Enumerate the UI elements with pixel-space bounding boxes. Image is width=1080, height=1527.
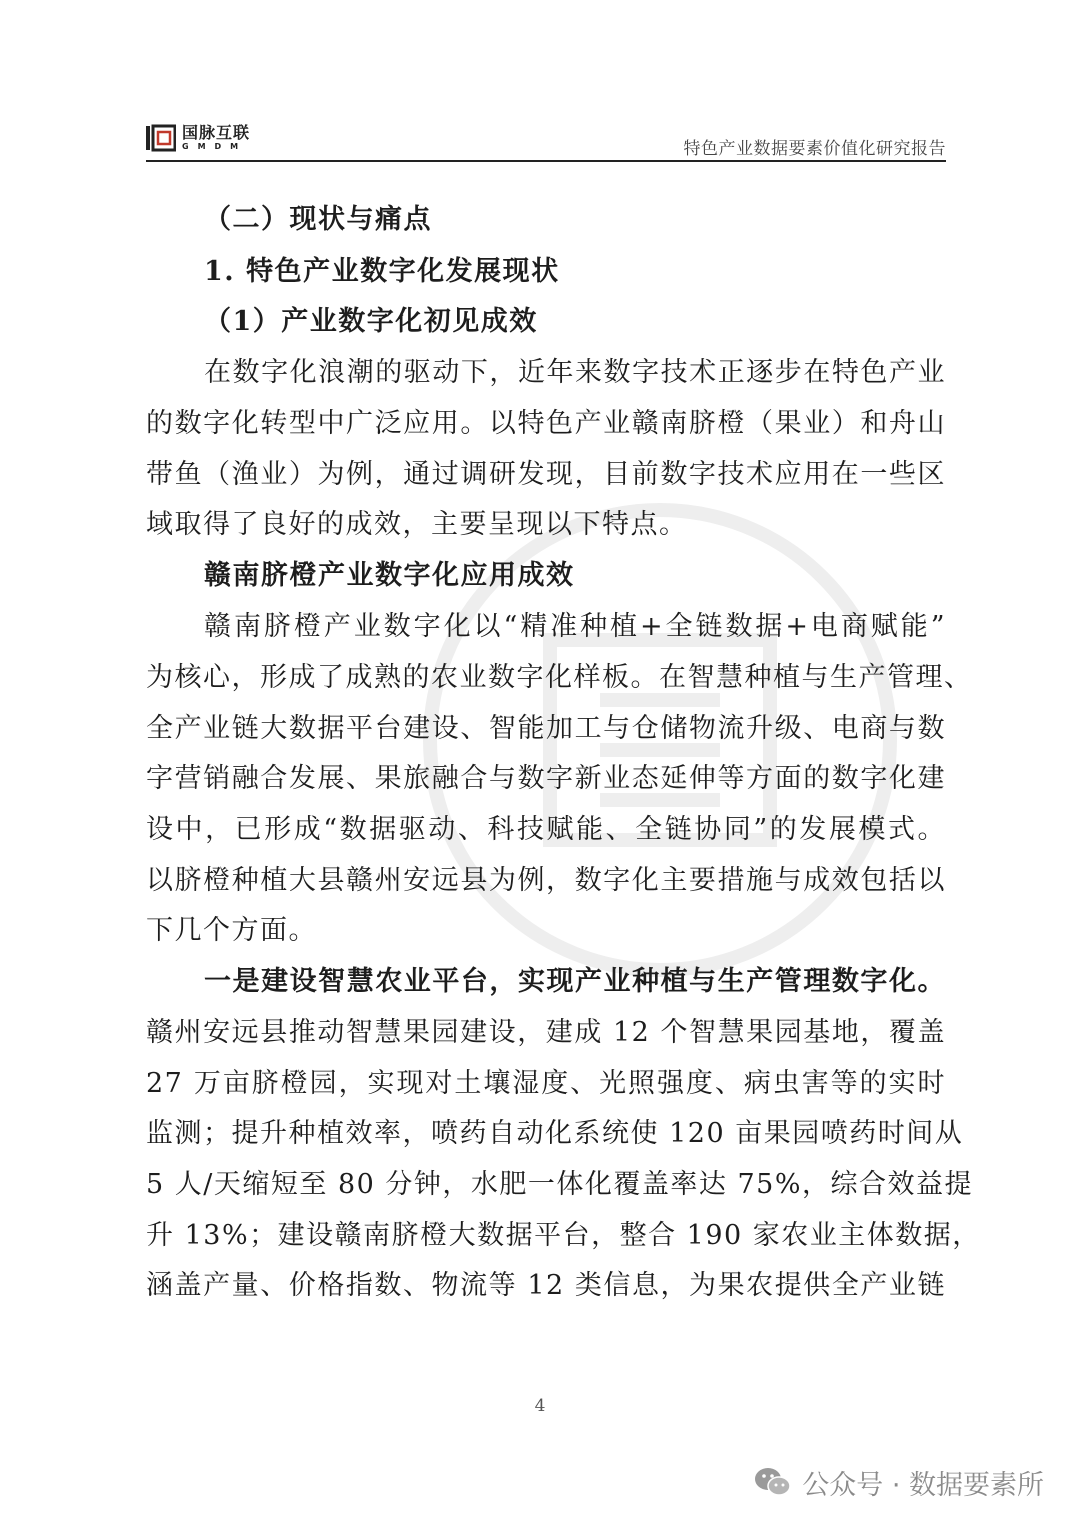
paragraph-line: 字营销融合发展、果旅融合与数字新业态延伸等方面的数字化建 [146,763,946,794]
paragraph-line: 下几个方面。 [146,915,317,946]
report-title: 特色产业数据要素价值化研究报告 [683,139,946,159]
paragraph-line: 全产业链大数据平台建设、智能加工与仓储物流升级、电商与数 [146,713,946,744]
paragraph-line: 以脐橙种植大县赣州安远县为例，数字化主要措施与成效包括以 [146,865,946,896]
company-logo [146,124,250,152]
wechat-account-mark [754,1462,1044,1502]
wechat-icon [754,1466,792,1498]
point-heading: 一是建设智慧农业平台，实现产业种植与生产管理数字化。 [204,966,946,997]
page-number: 4 [534,1396,546,1416]
paragraph-line: 涵盖产量、价格指数、物流等 12 类信息，为果农提供全产业链 [146,1270,946,1301]
paragraph-line: 5 人/天缩短至 80 分钟，水肥一体化覆盖率达 75%，综合效益提 [146,1169,973,1200]
paragraph-line: 为核心，形成了成熟的农业数字化样板。在智慧种植与生产管理、 [146,662,973,693]
paragraph-line: 设中，已形成“数据驱动、科技赋能、全链协同”的发展模式。 [146,814,946,845]
section-heading: （二）现状与痛点 [204,204,432,235]
paragraph-line: 赣南脐橙产业数字化以“精准种植+全链数据+电商赋能” [204,611,946,642]
wechat-account-label: 公众号 · 数据要素所 [802,1469,1044,1501]
sub-heading: 1. 特色产业数字化发展现状 [204,256,560,287]
paragraph-line: 27 万亩脐橙园，实现对土壤湿度、光照强度、病虫害等的实时 [146,1068,946,1099]
gmdm-logo-icon [146,124,176,152]
logo-english-text: GMDM [182,142,248,151]
paragraph-line: 的数字化转型中广泛应用。以特色产业赣南脐橙（果业）和舟山 [146,408,946,439]
paragraph-line: 域取得了良好的成效，主要呈现以下特点。 [146,509,688,540]
logo-chinese-text: 国脉互联 [182,123,251,142]
paragraph-line: 赣州安远县推动智慧果园建设，建成 12 个智慧果园基地，覆盖 [146,1017,946,1048]
page-header [146,122,946,162]
paragraph-line: 监测；提升种植效率，喷药自动化系统使 120 亩果园喷药时间从 [146,1118,964,1149]
bold-heading: 赣南脐橙产业数字化应用成效 [204,560,575,591]
paragraph-line: 带鱼（渔业）为例，通过调研发现，目前数字技术应用在一些区 [146,459,946,490]
paragraph-line: 在数字化浪潮的驱动下，近年来数字技术正逐步在特色产业 [204,357,946,388]
sub-sub-heading: （1）产业数字化初见成效 [204,306,538,337]
paragraph-line: 升 13%；建设赣南脐橙大数据平台，整合 190 家农业主体数据， [146,1220,981,1251]
